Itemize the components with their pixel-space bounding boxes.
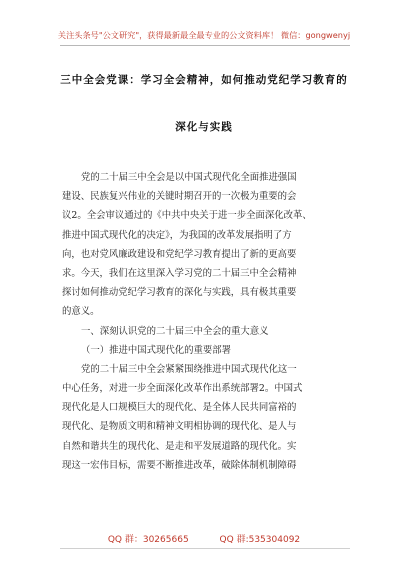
body-line: 党的二十届三中全会是以中国式现代化全面推进强国 — [81, 172, 297, 183]
body-line: 推进中国式现代化的决定》，为我国的改革发展指明了方 — [62, 229, 292, 241]
footer-qq-group-2: QQ 群:535304092 — [219, 535, 301, 545]
body-line: 向，也对党风廉政建设和党纪学习教育提出了新的更高要 — [62, 248, 297, 260]
body-line: 探讨如何推动党纪学习教育的深化与实践，具有极其重要 — [62, 287, 297, 299]
footer-contact — [0, 532, 408, 545]
document-title-line2: 深化与实践 — [175, 121, 233, 133]
body-line: 现代化、是物质文明和精神文明相协调的现代化、是人与 — [62, 421, 297, 433]
section-heading: 一、深刻认识党的二十届三中全会的重大意义 — [81, 325, 269, 337]
body-line: 自然和谐共生的现代化、是走和平发展道路的现代化。实 — [62, 440, 297, 452]
document-title-line1: 三中全会党课：学习全会精神，如何推动党纪学习教育的 — [60, 74, 348, 86]
header-divider — [60, 45, 350, 46]
body-line: 党的二十届三中全会紧紧围绕推进中国式现代化这一 — [81, 363, 297, 375]
body-line: 的意义。 — [62, 306, 100, 318]
header-promo-note: 关注头条号"公文研究"，获得最新最全最专业的公文资料库！ 微信：gongwenyj — [57, 30, 351, 40]
footer-qq-group-1: QQ 群：30265665 — [107, 535, 189, 545]
body-line: 建设、民族复兴伟业的关键时期召开的一次极为重要的会 — [62, 191, 297, 203]
body-line: 中心任务，对进一步全面深化改革作出系统部署2。中国式 — [62, 383, 303, 395]
body-line: 求。今天，我们在这里深入学习党的二十届三中全会精神 — [62, 267, 297, 279]
footer-divider — [60, 548, 350, 549]
body-line: 议2。全会审议通过的《中共中央关于进一步全面深化改革、 — [62, 210, 312, 222]
document-body — [62, 168, 350, 475]
body-line: 现这一宏伟目标，需要不断推进改革，破除体制机制障碍 — [62, 459, 297, 471]
subsection-heading: （一）推进中国式现代化的重要部署 — [81, 344, 232, 356]
body-line: 现代化是人口规模巨大的现代化、是全体人民共同富裕的 — [62, 402, 297, 414]
